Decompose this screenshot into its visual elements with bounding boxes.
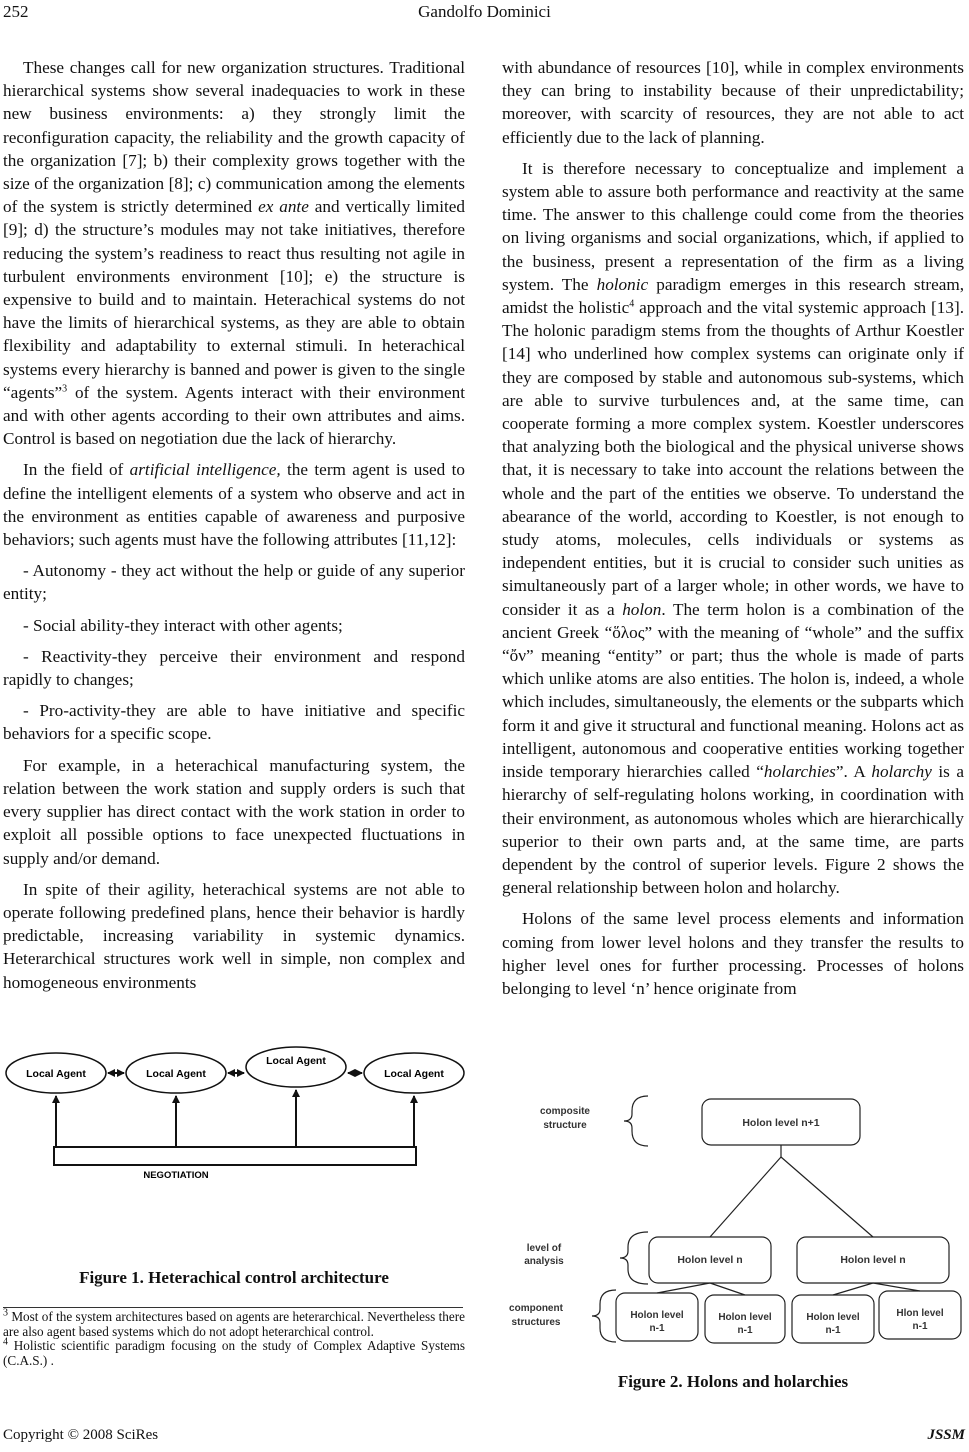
list-item: - Social ability-they interact with other agents; (23, 615, 343, 635)
brace (624, 1096, 648, 1146)
list-item: - Pro-activity-they are able to have initiative and specific behaviors for a specific scope. (3, 701, 465, 744)
footnotes (3, 1307, 465, 1368)
agent-label: Local Agent (146, 1068, 206, 1080)
connector (873, 1283, 920, 1291)
holon-label: Holon level n (677, 1254, 743, 1266)
component-structures-label: structures (511, 1317, 561, 1328)
left-column (3, 56, 465, 1002)
page-number: 252 (3, 2, 29, 21)
page-footer (0, 1427, 969, 1449)
holon-label: Holon level n+1 (742, 1117, 820, 1129)
brace (592, 1290, 616, 1342)
holon-label: Holon level (806, 1312, 860, 1323)
brace (620, 1232, 648, 1284)
component-structures-label: component (509, 1303, 563, 1314)
journal-abbrev: JSSM (927, 1427, 965, 1443)
negotiation-bus (54, 1147, 416, 1165)
paragraph: with abundance of resources [10], while in complex environments they can bring to instability because of their unpredictability; moreover, with scarcity of resources, they are not able to act efficiently due to the lack of planning. (502, 58, 964, 147)
list-item: - Reactivity-they perceive their environment and respond rapidly to changes; (3, 646, 465, 690)
paragraph: These changes call for new organization structures. Traditional hierarchical systems show several inadequacies to work in these new business environments: a) they strongly limit the reconfiguration capacity, the reliability and the growth capacity of the organization [7]; b) their complexity grows together with the size of the organization [8]; c) communication among the elements of the system is strictly determined ex ante and vertically limited [9]; d) the structure’s modules may not take initiatives, therefore reducing the system’s readiness to react thus resulting not agile in turbulent environments environment [10]; e) the structure is expensive to build and to maintain. Heterachical systems do not have the limits of hierarchical systems, as they are able to obtain flexibility and adaptability to external stimuli. In heterachical systems every hierarchy is banned and power is given to the single “agents”$^3$ of the system. Agents interact with their environment and with other agents according to their own attributes and aims. Control is based on negotiation due the lack of hierarchy. (3, 58, 465, 449)
holon-label: Holon level (718, 1312, 772, 1323)
agent-label: Local Agent (266, 1055, 326, 1067)
composite-structure-label: composite (539, 1106, 591, 1117)
footnote-divider (3, 1307, 463, 1308)
footnote: $^4$ Holistic scientific paradigm focusing on the study of Complex Adaptive Systems (C.A.S.) . (3, 1336, 465, 1368)
composite-structure-label: structure (543, 1120, 587, 1131)
paragraph: In spite of their agility, heterachical systems are not able to operate following predefined plans, hence their behavior is hardly predictable, increasing variability in systemic dynamics. Heterarchical structures work well in simple, non complex and homogeneous environments (3, 879, 465, 992)
connector (657, 1283, 710, 1293)
connector (710, 1283, 745, 1295)
agent-node (246, 1047, 346, 1087)
connector (781, 1157, 873, 1237)
holon-label: n-1 (737, 1325, 753, 1336)
list-item: - Autonomy - they act without the help or guide of any superior entity; (3, 561, 465, 604)
figure-2-caption: Figure 2. Holons and holarchies (617, 1372, 849, 1391)
level-of-analysis-label: analysis (524, 1256, 564, 1267)
figure-1-caption: Figure 1. Heterachical control architecture (79, 1268, 389, 1287)
paragraph: Holons of the same level process elements and information coming from lower level holons and they transfer the results to higher level ones for further processing. Processes of holons belonging to level ‘n’ hence originate from (502, 909, 964, 998)
agent-label: Local Agent (384, 1068, 444, 1080)
footnote: $^3$ Most of the system architectures based on agents are heterarchical. Nevertheless there are also agent based systems which do not adopt heterarchical control. (3, 1307, 465, 1339)
holon-label: Hlon level (896, 1308, 944, 1319)
holon-label: n-1 (825, 1325, 841, 1336)
right-column (502, 56, 964, 1008)
holon-label: Holon level n (840, 1254, 906, 1266)
paragraph: In the field of artificial intelligence, the term agent is used to define the intelligent elements of a system who observe and act in the environment as entities capable of awareness and purposive behaviors; such agents must have the following attributes [11,12]: (3, 460, 465, 550)
holon-label: n-1 (912, 1321, 928, 1332)
page-header (0, 2, 969, 24)
figure-2-diagram (500, 1085, 966, 1357)
paragraph: For example, in a heterachical manufacturing system, the relation between the work station and supply orders is such that every supplier has direct contact with the work station in order to exploit all possible options to face unexpected fluctuations in supply and/or demand. (3, 755, 465, 868)
level-of-analysis-label: level of (526, 1243, 562, 1254)
connector (710, 1157, 781, 1237)
footnote-ref: 4 (629, 298, 635, 310)
holon-label: n-1 (649, 1323, 665, 1334)
holon-label: Holon level (630, 1310, 684, 1321)
copyright: Copyright © 2008 SciRes (3, 1427, 159, 1443)
footnote-ref: 3 (62, 383, 68, 395)
agent-label: Local Agent (26, 1068, 86, 1080)
negotiation-label: NEGOTIATION (143, 1170, 209, 1181)
figure-1-diagram (3, 1045, 465, 1250)
paragraph: It is therefore necessary to conceptualize and implement a system able to assure both performance and reactivity at the same time. The answer to this challenge could come from the theories on living organisms and social organizations, which, if applied to the business, present a representation of the firm as a living system. The holonic paradigm emerges in this research stream, amidst the holistic$^4$ approach and the vital systemic approach [13]. The holonic paradigm stems from the thoughts of Arthur Koestler [14] who underlined how complex systems can originate only if they are composed by stable and autonomous sub-systems, which are able to survive turbulences and, at the same time, can cooperate forming a more complex system. Koestler underscores that analyzing both the biological and the physical universe shows that, it is necessary to take into account the relations between the whole and the part of the entities we observe. To understand the abearance of the world, according to Koestler, is not enough to study atoms, molecules, cells individuals or systems as independent entities, but it is crucial to consider such unities as simultaneously part of a larger whole; in other words, we have to consider it as a holon. The term holon is a combination of the ancient Greek “ὅλος” with the meaning of “whole” and the suffix “ὄν” meaning “entity” or part; thus the whole is made of parts which unlike atoms are also entities. The holon is, indeed, a whole which includes, simultaneously, the elements or the subparts which form it and give it structural and functional meaning. Holons act as intelligent, autonomous and cooperative entities working together inside temporary hierarchies called “holarchies”. A holarchy is a hierarchy of self-regulating holons working, in coordination with their environment, as autonomous wholes which are hierarchically superior to their own parts and, at the same time, are parts dependent by the control of superior levels. Figure 2 shows the general relationship between holon and holarchy. (502, 158, 965, 898)
running-author: Gandolfo Dominici (418, 2, 551, 21)
connector (833, 1283, 873, 1295)
